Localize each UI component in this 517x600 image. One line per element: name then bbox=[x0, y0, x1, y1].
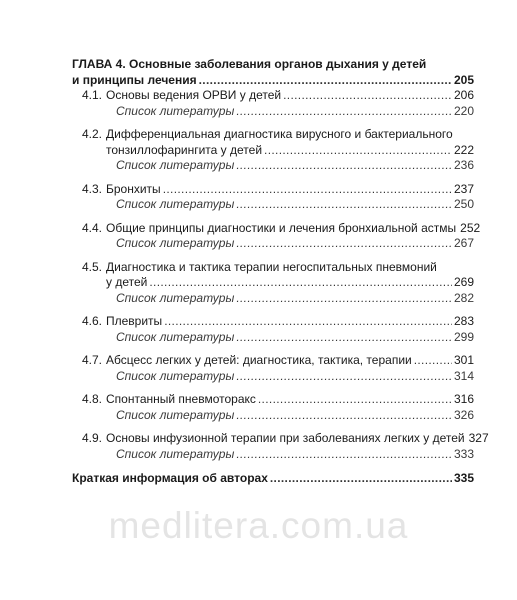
section-title: Общие принципы диагностики и лечения бронхиальной астмы bbox=[106, 220, 457, 235]
section-number: 4.6. bbox=[82, 314, 103, 328]
section-title-line1: Дифференциальная диагностика вирусного и бактериального bbox=[106, 127, 453, 141]
section-title: Плевриты bbox=[106, 314, 163, 328]
section-title: Основы инфузионной терапии при заболеваниях легких у детей bbox=[106, 431, 465, 445]
authors-label: Краткая информация об авторах bbox=[72, 471, 268, 485]
references-label: Список литературы bbox=[116, 446, 235, 461]
leader-dots bbox=[236, 197, 452, 213]
toc-section-4-9 bbox=[82, 431, 489, 462]
table-of-contents bbox=[72, 57, 489, 487]
section-number: 4.9. bbox=[82, 431, 103, 445]
section-title-line1: Диагностика и тактика терапии негоспитальных пневмоний bbox=[106, 259, 437, 274]
section-number: 4.1. bbox=[82, 88, 103, 102]
leader-dots bbox=[270, 471, 452, 487]
leader-dots bbox=[149, 275, 452, 291]
leader-dots bbox=[236, 369, 452, 385]
leader-dots bbox=[258, 392, 452, 408]
section-title: тонзиллофарингита у детей bbox=[106, 142, 263, 157]
references-label: Список литературы bbox=[116, 407, 235, 422]
toc-section-4-6 bbox=[82, 314, 474, 345]
section-number: 4.4. bbox=[82, 220, 103, 235]
leader-dots bbox=[236, 330, 452, 346]
chapter-page-number: 205 bbox=[453, 72, 474, 87]
section-number: 4.3. bbox=[82, 181, 103, 196]
authors-page-number: 335 bbox=[453, 471, 474, 485]
toc-section-4-8 bbox=[82, 392, 474, 423]
references-label: Список литературы bbox=[116, 329, 235, 344]
section-number: 4.2. bbox=[82, 127, 103, 141]
section-number: 4.7. bbox=[82, 353, 103, 367]
references-label: Список литературы bbox=[116, 103, 235, 118]
references-page-number: 333 bbox=[453, 446, 474, 461]
leader-dots bbox=[414, 353, 452, 369]
section-page-number: 222 bbox=[453, 142, 474, 157]
references-label: Список литературы bbox=[116, 368, 235, 383]
section-page-number: 316 bbox=[453, 392, 474, 406]
leader-dots bbox=[236, 104, 452, 120]
section-page-number: 237 bbox=[453, 181, 474, 196]
leader-dots bbox=[283, 88, 452, 104]
toc-section-4-7 bbox=[82, 353, 474, 384]
leader-dots bbox=[164, 314, 452, 330]
chapter-title-line1: ГЛАВА 4. Основные заболевания органов дыхания у детей bbox=[72, 57, 427, 71]
section-title: Спонтанный пневмоторакс bbox=[106, 392, 256, 406]
leader-dots bbox=[199, 73, 452, 89]
toc-section-4-3 bbox=[82, 182, 474, 213]
toc-section-4-4 bbox=[82, 220, 481, 252]
section-page-number: 283 bbox=[453, 314, 474, 328]
section-number: 4.8. bbox=[82, 392, 103, 406]
section-page-number: 252 bbox=[460, 220, 481, 235]
references-page-number: 299 bbox=[453, 329, 474, 344]
toc-section-4-5 bbox=[82, 260, 474, 307]
leader-dots bbox=[236, 408, 452, 424]
references-label: Список литературы bbox=[116, 158, 235, 172]
leader-dots bbox=[236, 447, 452, 463]
leader-dots bbox=[163, 182, 452, 198]
leader-dots bbox=[236, 291, 452, 307]
references-page-number: 314 bbox=[453, 368, 474, 383]
leader-dots bbox=[236, 158, 452, 174]
section-title: Абсцесс легких у детей: диагностика, тактика, терапии bbox=[106, 353, 412, 367]
references-label: Список литературы bbox=[116, 197, 235, 211]
chapter-title-row bbox=[72, 73, 474, 89]
references-page-number: 236 bbox=[453, 158, 474, 172]
toc-authors-entry bbox=[72, 471, 474, 487]
references-page-number: 282 bbox=[453, 290, 474, 305]
section-page-number: 327 bbox=[468, 431, 489, 445]
references-page-number: 267 bbox=[453, 236, 474, 250]
section-number: 4.5. bbox=[82, 259, 103, 274]
section-page-number: 301 bbox=[453, 353, 474, 367]
references-page-number: 250 bbox=[453, 197, 474, 211]
section-page-number: 206 bbox=[453, 88, 474, 102]
toc-section-4-2 bbox=[82, 127, 474, 174]
leader-dots bbox=[264, 143, 452, 159]
section-title: Бронхиты bbox=[106, 181, 161, 196]
section-page-number: 269 bbox=[453, 275, 474, 289]
chapter-heading bbox=[72, 57, 474, 88]
section-title: Основы ведения ОРВИ у детей bbox=[106, 88, 282, 102]
references-label: Список литературы bbox=[116, 236, 235, 250]
leader-dots bbox=[236, 236, 452, 252]
references-page-number: 326 bbox=[453, 407, 474, 422]
references-label: Список литературы bbox=[116, 290, 235, 305]
references-page-number: 220 bbox=[453, 103, 474, 118]
section-title: у детей bbox=[106, 275, 148, 289]
chapter-title-line2: и принципы лечения bbox=[72, 72, 197, 87]
toc-section-4-1 bbox=[82, 88, 474, 119]
watermark: medlitera.com.ua bbox=[108, 505, 409, 546]
